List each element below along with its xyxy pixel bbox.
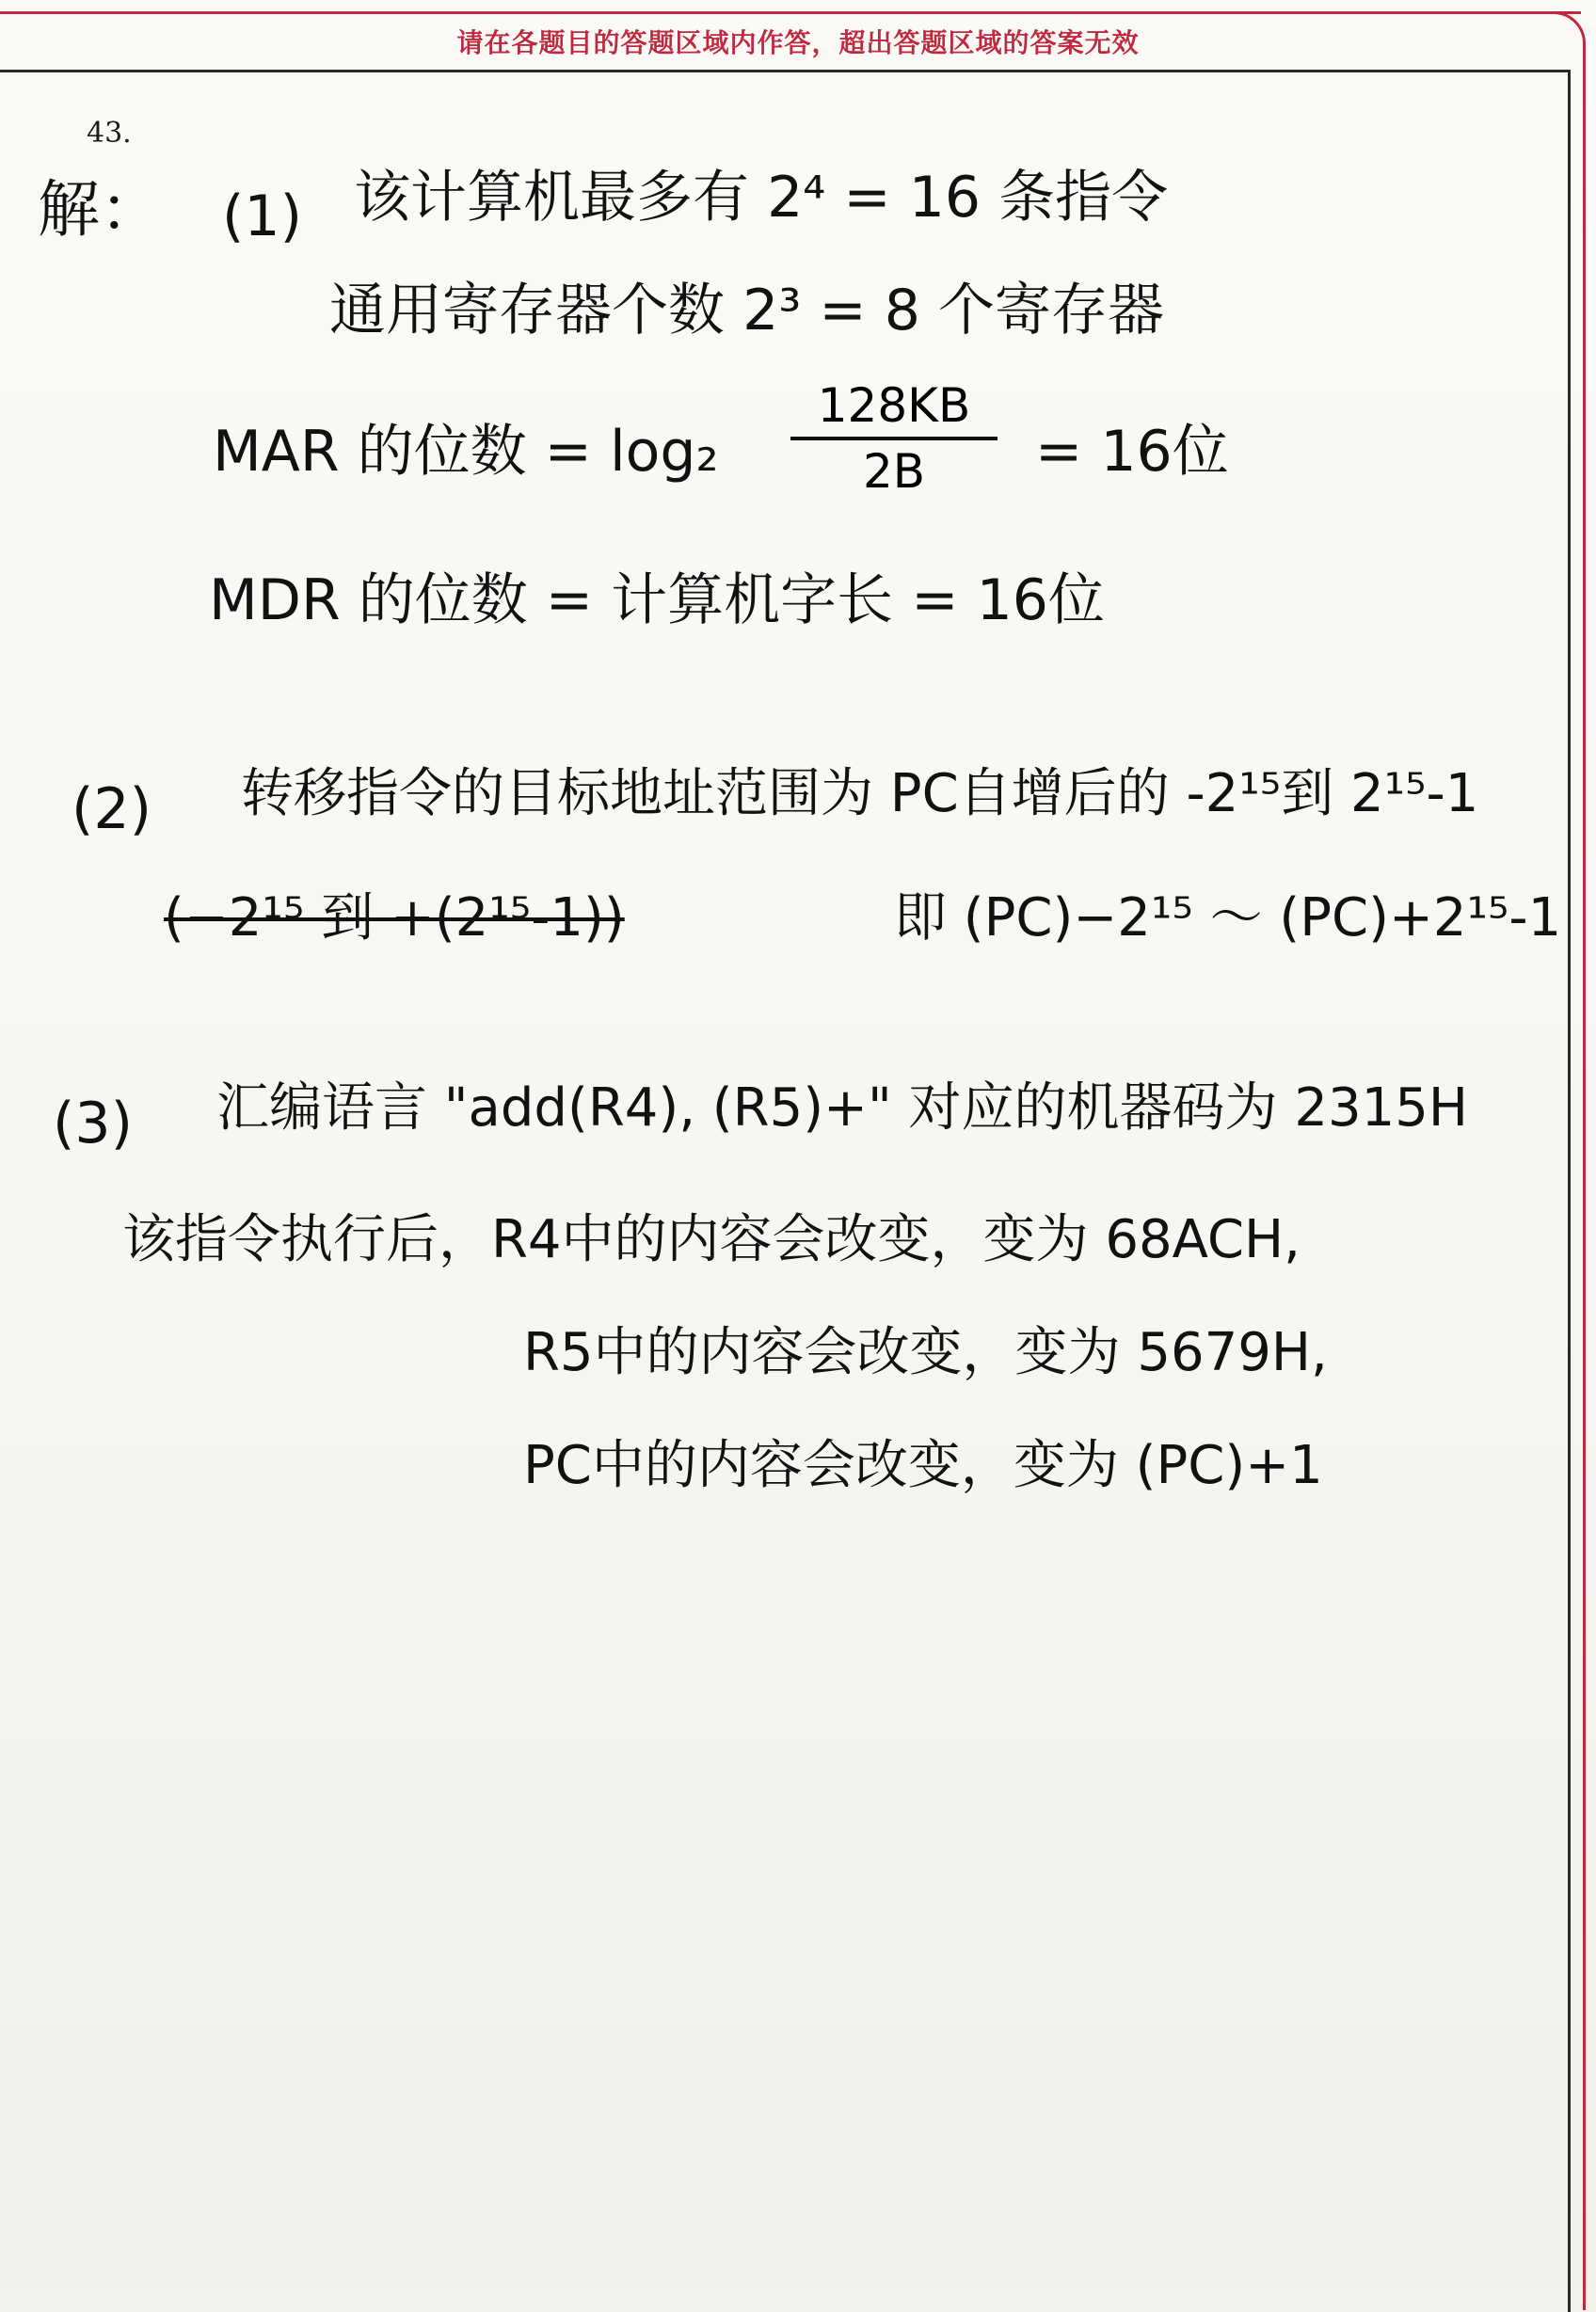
answer-box-border [0,70,1571,2312]
part1-mar-fraction [790,378,998,499]
mar-fraction-numerator: 128KB [817,378,971,433]
solution-heading: 解： [38,173,162,246]
question-number: 43. [87,117,132,150]
part1-mar-result: = 16位 [1035,419,1229,485]
part1-instruction-count: 该计算机最多有 2⁴ = 16 条指令 [354,165,1169,231]
part3-machine-code: 汇编语言 "add(R4), (R5)+" 对应的机器码为 2315H [216,1077,1468,1139]
part2-label: (2) [72,776,152,842]
part1-label: (1) [222,183,302,249]
part3-r4-change: 该指令执行后，R4中的内容会改变，变为 68ACH, [122,1209,1301,1270]
part3-r5-change: R5中的内容会改变，变为 5679H, [523,1322,1328,1383]
part3-label: (3) [53,1091,133,1156]
part3-pc-change: PC中的内容会改变，变为 (PC)+1 [523,1435,1323,1496]
part1-mar-label: MAR 的位数 = log₂ [213,419,719,485]
part2-target-range: 转移指令的目标地址范围为 PC自增后的 -2¹⁵到 2¹⁵-1 [241,763,1479,824]
part2-crossed-out: (−2¹⁵ 到 +(2¹⁵-1)) [164,887,625,949]
part1-mdr: MDR 的位数 = 计算机字长 = 16位 [209,567,1105,633]
part2-range-expression: 即 (PC)−2¹⁵ ～ (PC)+2¹⁵-1 [894,887,1562,949]
mar-fraction-denominator: 2B [862,444,926,499]
part1-register-count: 通用寄存器个数 2³ = 8 个寄存器 [329,278,1164,343]
fraction-bar [790,437,998,440]
answer-area-notice: 请在各题目的答题区域内作答，超出答题区域的答案无效 [456,27,1140,58]
